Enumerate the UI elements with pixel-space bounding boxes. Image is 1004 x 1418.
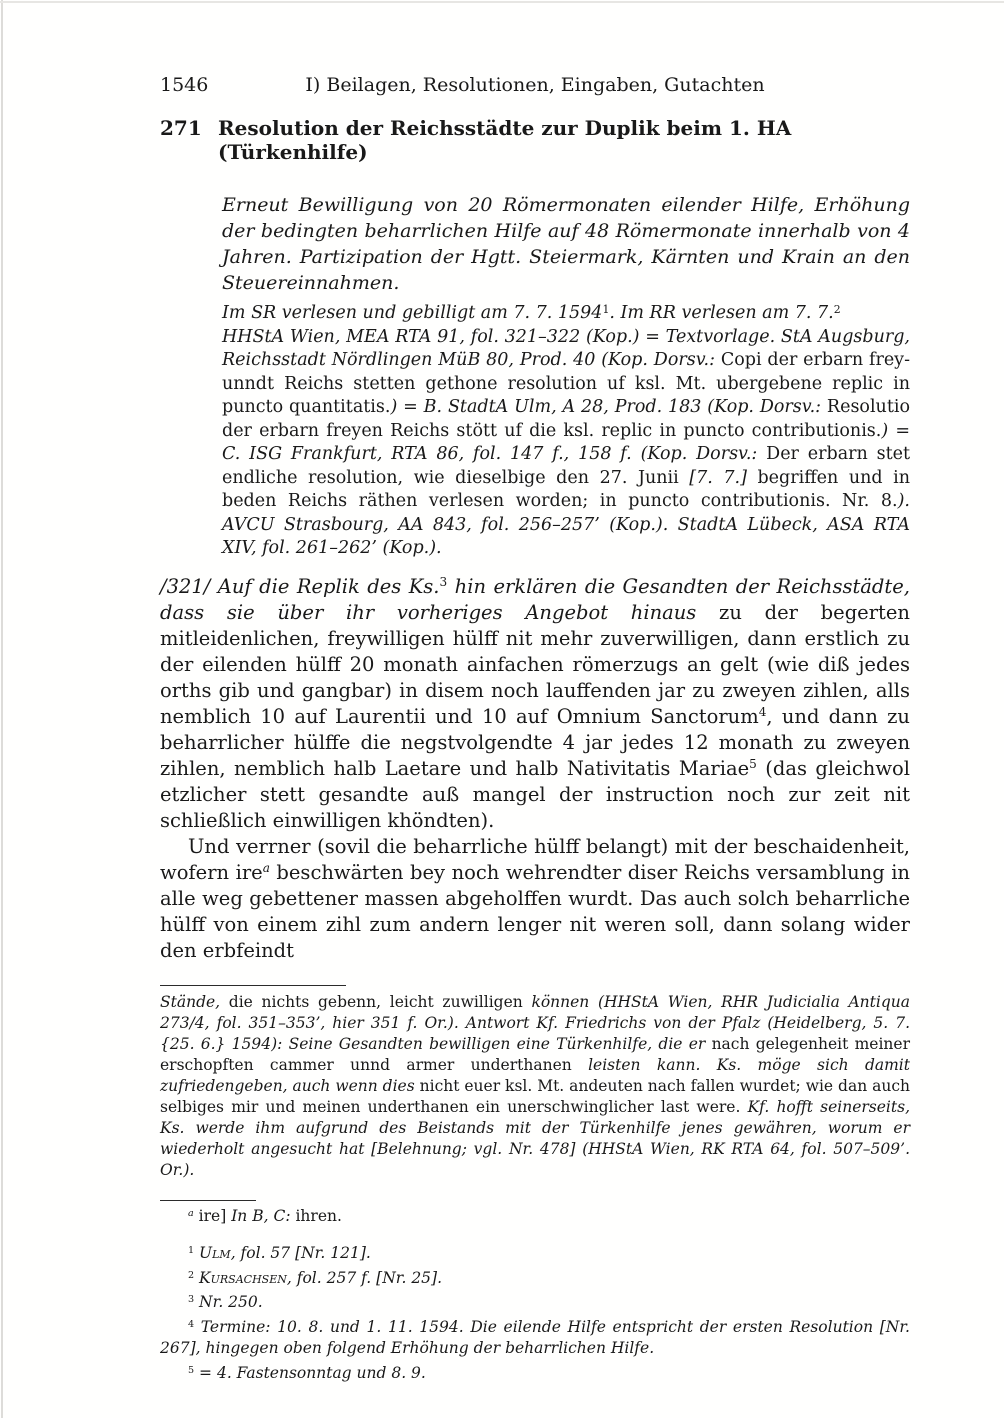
footnote-continuation: Stände, die nichts gebenn, leicht zuwilligen können (HHStA Wien, RHR Judicialia Antiqua 273/4, fol. 351–353’, hier 351 f. Or.). Antwort Kf. Friedrichs von der Pfalz (Heidelberg, 5. 7. {25. 6.} 1594): Seine Gesandten bewilligen eine Türkenhilfe, die er nach gelegenheit meiner erschopften cammer unnd armer underthanen leisten kann. Ks. möge sich damit zufriedengeben, auch wenn dies nicht euer ksl. Mt. andeuten nach fallen wurdet; wie dan auch selbiges mir und meinen underthanen ein unerschwinglicher last were. Kf. hofft seinerseits, Ks. werde ihm aufgrund des Beistands mit der Türkenhilfe jenes gewähren, worum er wiederholt angesucht hat [Belehnung; vgl. Nr. 478] (HHStA Wien, RK RTA 64, fol. 507–509’. Or.). (160, 992, 911, 1179)
footnote-3: $^3$ Nr. 250. (188, 1293, 263, 1311)
footnote-5: $^5$ = 4. Fastensonntag und 8. 9. (188, 1363, 426, 1382)
running-head: I) Beilagen, Resolutionen, Eingaben, Gutachten (305, 74, 765, 96)
document-number: 271 (160, 116, 202, 140)
document-summary: Erneut Bewilligung von 20 Römermonaten eilender Hilfe, Erhöhung der bedingten beharrlichen Hilfe auf 48 Römermonate innerhalb von 4 Jahren. Partizipation der Hgtt. Steiermark, Kärnten und Krain an den Steuereinnahmen. (222, 194, 910, 294)
footnote-2: $^2$ Kursachsen, fol. 257 f. [Nr. 25]. (188, 1268, 443, 1287)
document-title: Resolution der Reichsstädte zur Duplik beim 1. HA (Türkenhilfe) (218, 116, 792, 164)
page-edge-left (1, 0, 3, 1418)
body-paragraph-1: /321/ Auf die Replik des Ks.$^3$ hin erklären die Gesandten der Reichsstädte, dass sie über ihr vorheriges Angebot hinaus zu der begerten mitleidenlichen, freywilligen hülff nit mehr zuverwilligen, dann erstlich zu der eilenden hülff 20 monath ainfachen römerzugs an gelt (wie diß jedes orths gib und gangbar) in disem noch lauffenden jar zu zweyen zihlen, alls nemblich 10 auf Laurentii und 10 auf Omnium Sanctorum$^4$, und dann zu beharrlicher hülffe die negstvolgendte 4 jar jedes 12 monath zu zweyen zihlen, nemblich halb Laetare und halb Nativitatis Mariae$^5$ (das gleichwol etzlicher stett gesandte auß mangel der instruction noch zur zeit nit schließlich einwilligen khöndten). (160, 574, 910, 832)
page-header (160, 74, 910, 96)
footnotes (160, 1243, 910, 1384)
page-number: 1546 (160, 74, 209, 96)
apparatus-note: $^a$ ire] In B, C: ihren. (188, 1206, 342, 1225)
protocol-note: Im SR verlesen und gebilligt am 7. 7. 1594$^1$. Im RR verlesen am 7. 7.$^2$ (222, 302, 841, 323)
document-heading (160, 116, 910, 164)
footnote-1: $^1$ Ulm, fol. 57 [Nr. 121]. (188, 1244, 371, 1262)
page-edge-top (0, 1, 1004, 3)
body-text (160, 574, 910, 964)
footnote-separator-rule (160, 985, 346, 986)
body-paragraph-2: Und verrner (sovil die beharrliche hülff belangt) mit der beschaidenheit, wofern ire$^a$ beschwärten bey noch wehrendter diser Reichs versamblung in alle weg gebettener massen abgeholffen wurdt. Das auch solch beharrliche hülff von einem zihl zum andern lenger nit weren soll, dann solang wider den erbfeindt (160, 834, 910, 962)
source-note: HHStA Wien, MEA RTA 91, fol. 321–322 (Kop.) = Textvorlage. StA Augsburg, Reichsstadt Nördlingen MüB 80, Prod. 40 (Kop. Dorsv.: Copi der erbarn frey- unndt Reichs stetten gethone resolution uf ksl. Mt. ubergebene replic in puncto quantitatis.) = B. StadtA Ulm, A 28, Prod. 183 (Kop. Dorsv.: Resolutio der erbarn freyen Reichs stött uf die ksl. replic in puncto contributionis.) = C. ISG Frankfurt, RTA 86, fol. 147 f., 158 f. (Kop. Dorsv.: Der erbarn stet endliche resolution, wie dieselbige den 27. Junii [7. 7.] begriffen und in beden Reichs räthen verlesen worden; in puncto contributionis. Nr. 8.). AVCU Strasbourg, AA 843, fol. 256–257’ (Kop.). StadtA Lübeck, ASA RTA XIV, fol. 261–262’ (Kop.). (222, 326, 911, 558)
apparatus-separator-rule (160, 1200, 256, 1201)
footnote-4: $^4$ Termine: 10. 8. und 1. 11. 1594. Die eilende Hilfe entspricht der ersten Resolution [Nr. 267], hingegen oben folgend Erhöhung der beharrlichen Hilfe. (160, 1317, 910, 1357)
